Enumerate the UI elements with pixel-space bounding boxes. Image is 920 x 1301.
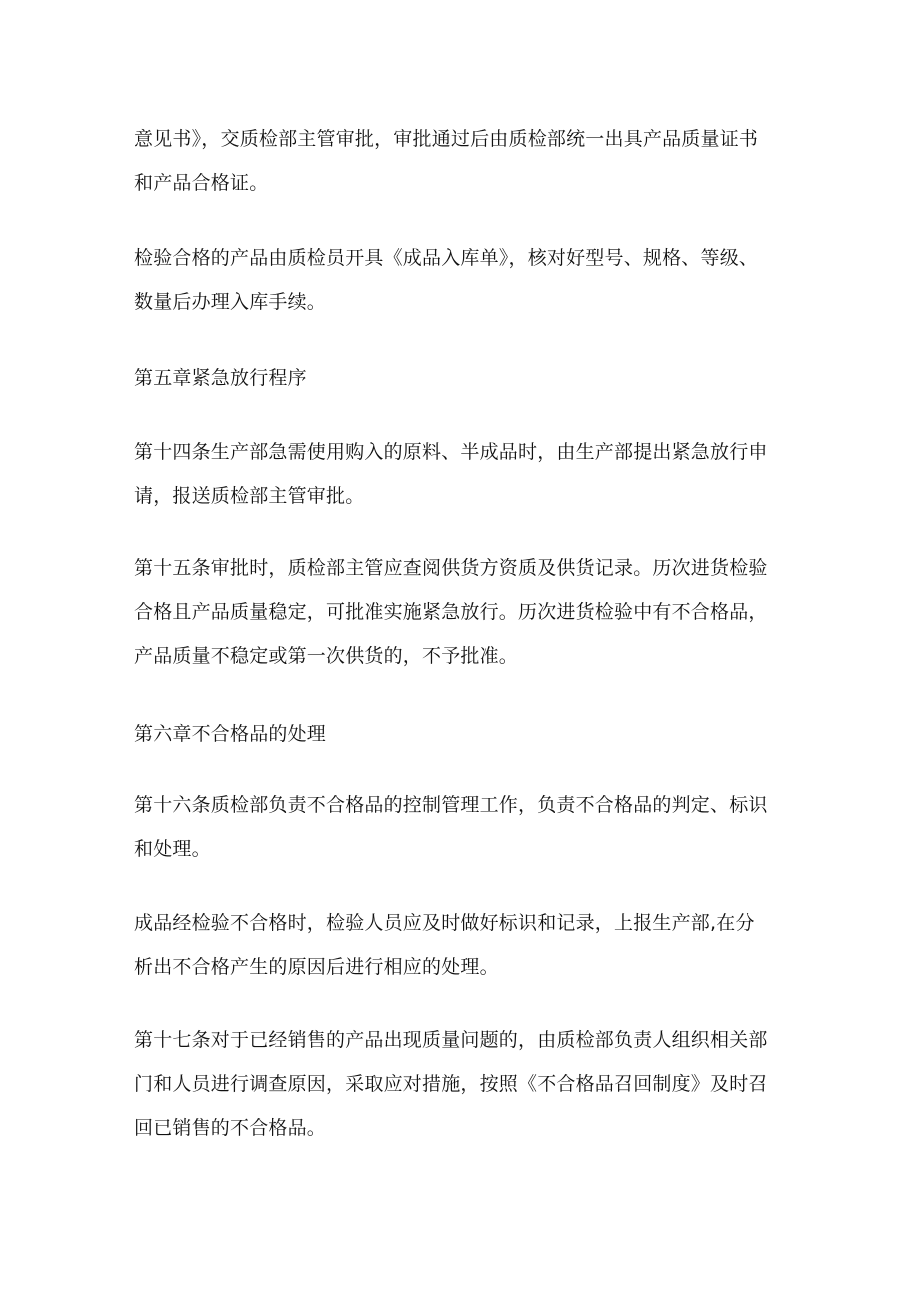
text-line: 和产品合格证。 <box>134 172 269 194</box>
text-line: 成品经检验不合格时，检验人员应及时做好标识和记录，上报生产部,在分 <box>134 912 755 934</box>
text-line: 产品质量不稳定或第一次供货的，不予批准。 <box>134 645 519 667</box>
text-line: 回已销售的不合格品。 <box>134 1117 327 1139</box>
article-17 <box>134 1018 794 1150</box>
text-line: 第十七条对于已经销售的产品出现质量问题的，由质检部负责人组织相关部 <box>134 1029 768 1051</box>
text-line: 和处理。 <box>134 838 211 860</box>
paragraph-unqualified-handling <box>134 901 794 989</box>
text-line: 检验合格的产品由质检员开具《成品入库单》，核对好型号、规格、等级、 <box>134 247 759 269</box>
article-14 <box>134 430 794 518</box>
chapter-heading-5 <box>134 356 794 400</box>
text-line: 第十四条生产部急需使用购入的原料、半成品时，由生产部提出紧急放行申 <box>134 441 768 463</box>
text-line: 数量后办理入库手续。 <box>134 291 327 313</box>
text-line: 第十六条质检部负责不合格品的控制管理工作，负责不合格品的判定、标识 <box>134 794 768 816</box>
paragraph-quality-certificate <box>134 117 794 205</box>
text-line: 门和人员进行调查原因，采取应对措施，按照《不合格品召回制度》及时召 <box>134 1073 768 1095</box>
text-line: 合格且产品质量稳定，可批准实施紧急放行。历次进货检验中有不合格品， <box>134 601 768 623</box>
paragraph-warehouse-entry <box>134 236 794 324</box>
article-16 <box>134 783 794 871</box>
text-line: 第六章不合格品的处理 <box>134 723 327 745</box>
text-line: 意见书》，交质检部主管审批，审批通过后由质检部统一出具产品质量证书 <box>134 128 759 150</box>
text-line: 请，报送质检部主管审批。 <box>134 485 365 507</box>
text-line: 第十五条审批时，质检部主管应查阅供货方资质及供货记录。历次进货检验 <box>134 557 768 579</box>
text-line: 析出不合格产生的原因后进行相应的处理。 <box>134 956 499 978</box>
article-15 <box>134 546 794 678</box>
text-line: 第五章紧急放行程序 <box>134 367 307 389</box>
chapter-heading-6 <box>134 712 794 756</box>
